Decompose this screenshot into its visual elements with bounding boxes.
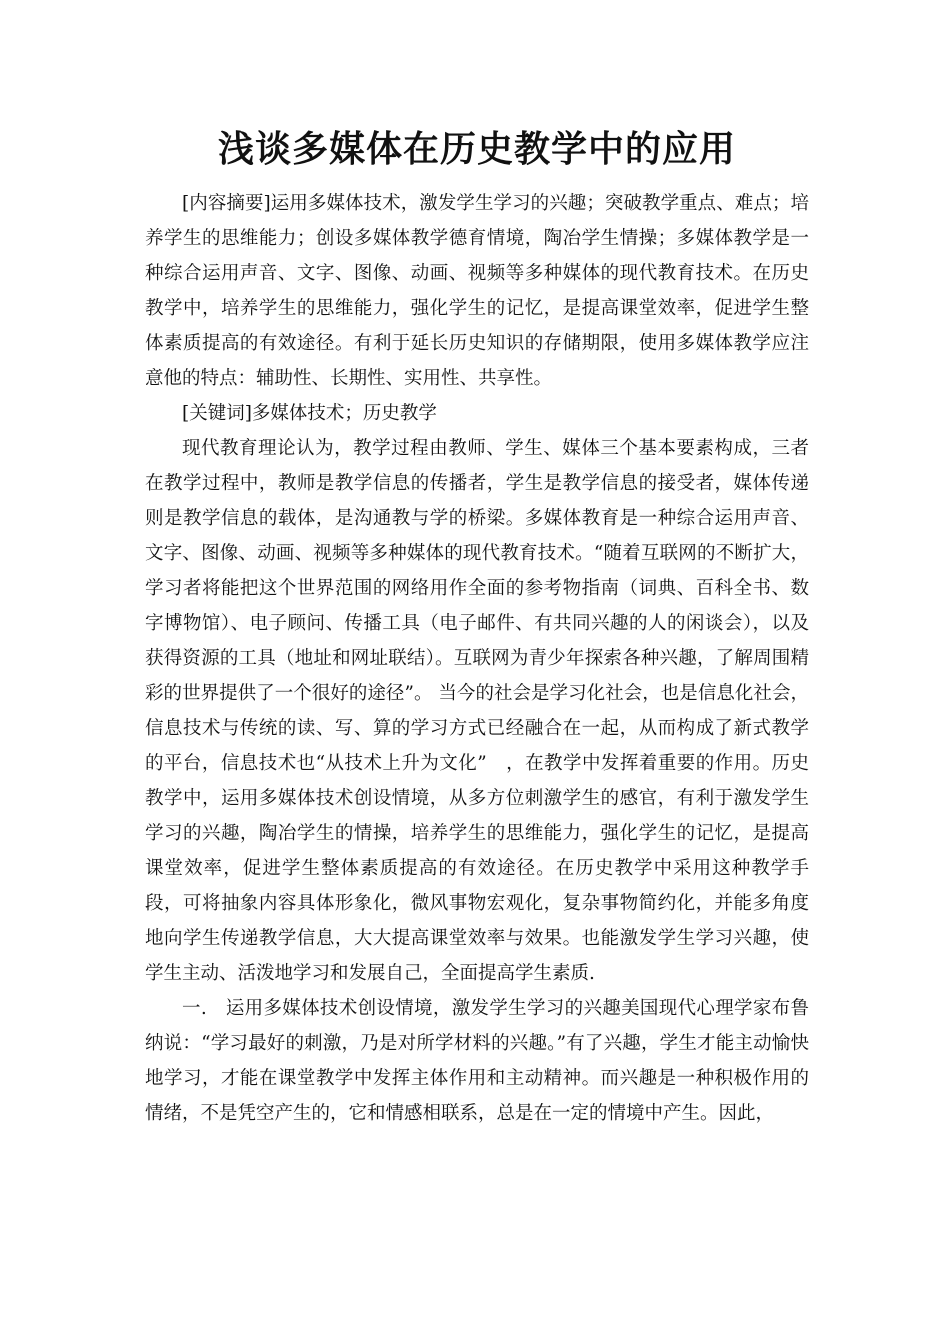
document-page bbox=[145, 120, 809, 1131]
document-title: 浅谈多媒体在历史教学中的应用 bbox=[217, 129, 736, 170]
keywords-paragraph: [关键词]多媒体技术；历史教学 bbox=[182, 403, 437, 424]
section-one-paragraph: 一. 运用多媒体技术创设情境，激发学生学习的兴趣美国现代心理学家布鲁纳说：“学习最好的刺激，乃是对所学材料的兴趣。”有了兴趣，学生才能主动愉快地学习，才能在课堂教学中发挥主体作用和主动精神。而兴趣是一种积极作用的情绪，不是凭空产生的，它和情感相联系，总是在一定的情境中产生。因此， bbox=[145, 998, 809, 1124]
intro-paragraph: 现代教育理论认为，教学过程由教师、学生、媒体三个基本要素构成，三者在教学过程中，教师是教学信息的传播者，学生是教学信息的接受者，媒体传递则是教学信息的载体，是沟通教与学的桥梁。多媒体教育是一种综合运用声音、文字、图像、动画、视频等多种媒体的现代教育技术。“随着互联网的不断扩大，学习者将能把这个世界范围的网络用作全面的参考物指南（词典、百科全书、数字博物馆）、电子顾问、传播工具（电子邮件、有共同兴趣的人的闲谈会），以及获得资源的工具（地址和网址联结）。互联网为青少年探索各种兴趣，了解周围精彩的世界提供了一个很好的途径”。 当今的社会是学习化社会，也是信息化社会，信息技术与传统的读、写、算的学习方式已经融合在一起，从而构成了新式教学的平台，信息技术也“从技术上升为文化” ，在教学中发挥着重要的作用。历史教学中，运用多媒体技术创设情境，从多方位刺激学生的感官，有利于激发学生学习的兴趣，陶冶学生的情操，培养学生的思维能力，强化学生的记忆，是提高课堂效率，促进学生整体素质提高的有效途径。在历史教学中采用这种教学手段，可将抽象内容具体形象化，微风事物宏观化，复杂事物简约化，并能多角度地向学生传递教学信息，大大提高课堂效率与效果。也能激发学生学习兴趣，使学生主动、活泼地学习和发展自己，全面提高学生素质. bbox=[145, 438, 809, 984]
abstract-paragraph: [内容摘要]运用多媒体技术，激发学生学习的兴趣；突破教学重点、难点；培养学生的思维能力；创设多媒体教学德育情境，陶冶学生情操；多媒体教学是一种综合运用声音、文字、图像、动画、视频等多种媒体的现代教育技术。在历史教学中，培养学生的思维能力，强化学生的记忆，是提高课堂效率，促进学生整体素质提高的有效途径。有利于延长历史知识的存储期限，使用多媒体教学应注意他的特点：辅助性、长期性、实用性、共享性。 bbox=[145, 193, 809, 389]
